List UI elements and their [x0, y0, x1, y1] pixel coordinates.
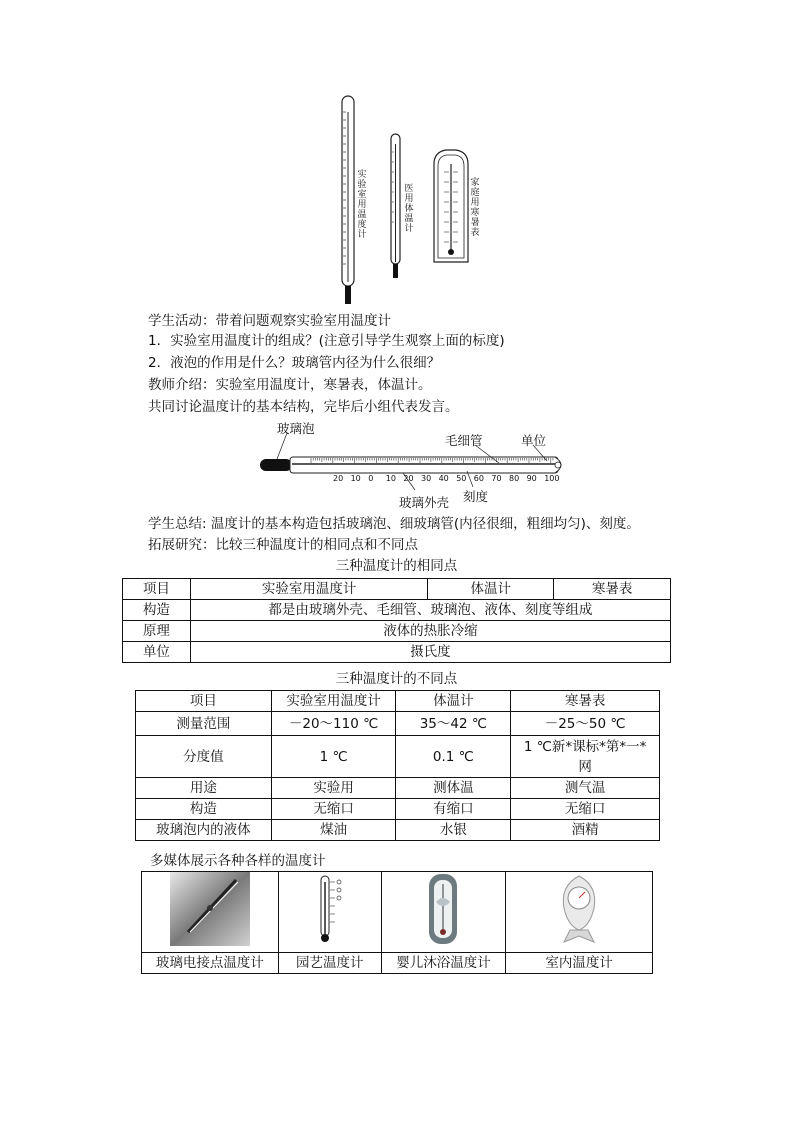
tick-label: 50 — [456, 474, 467, 483]
diagram-tick-labels — [255, 474, 575, 484]
room-thermometer-label: 家庭用寒暑表 — [470, 178, 480, 238]
tick-label: 20 — [333, 474, 344, 483]
table2-header-item: 项目 — [136, 691, 272, 712]
gallery-caption: 玻璃电接点温度计 — [142, 953, 279, 974]
tick-label: 90 — [526, 474, 537, 483]
table1-row-label: 单位 — [123, 642, 191, 663]
table2-cell: 水银 — [396, 820, 511, 841]
thermometer-gallery — [141, 871, 653, 974]
label-scale: 刻度 — [463, 489, 489, 504]
table1-header-body: 体温计 — [428, 579, 554, 600]
indoor-thermometer-image — [554, 872, 604, 946]
table2-cell: 无缩口 — [511, 799, 660, 820]
table2-cell: 有缩口 — [396, 799, 511, 820]
gallery-image-cell — [142, 872, 279, 953]
structure-diagram — [255, 415, 575, 510]
differences-table — [135, 690, 660, 841]
table2-header-body: 体温计 — [396, 691, 511, 712]
tick-label: 0 — [368, 474, 374, 483]
multimedia-text: 多媒体展示各种各样的温度计 — [150, 853, 326, 869]
garden-thermometer-image — [305, 872, 355, 946]
extension-research: 拓展研究：比较三种温度计的相同点和不同点 — [148, 537, 418, 553]
discussion-text: 共同讨论温度计的基本结构，完毕后小组代表发言。 — [148, 399, 459, 415]
table2-cell: 35～42 ℃ — [396, 712, 511, 736]
table2-cell: 1 ℃新*课标*第*一*网 — [511, 736, 660, 778]
table2-row-label: 构造 — [136, 799, 272, 820]
table2-row-label: 分度值 — [136, 736, 272, 778]
tick-label: 10 — [350, 474, 361, 483]
body-thermometer-label: 医用体温计 — [404, 184, 414, 234]
table1-title: 三种温度计的相同点 — [335, 558, 458, 574]
table2-header-room: 寒暑表 — [511, 691, 660, 712]
gallery-image-cell — [506, 872, 653, 953]
tick-label: 30 — [421, 474, 432, 483]
label-bulb: 玻璃泡 — [277, 421, 315, 436]
label-shell: 玻璃外壳 — [399, 495, 450, 510]
table1-header-item: 项目 — [123, 579, 191, 600]
teacher-intro: 教师介绍：实验室用温度计，寒暑表，体温计。 — [148, 377, 432, 393]
gallery-caption: 婴儿沐浴温度计 — [381, 953, 506, 974]
table2-cell: －20～110 ℃ — [271, 712, 396, 736]
table2-cell: 0.1 ℃ — [396, 736, 511, 778]
table1-row-label: 构造 — [123, 600, 191, 621]
tick-label: 100 — [544, 474, 560, 483]
tick-label: 80 — [509, 474, 520, 483]
gallery-caption: 园艺温度计 — [278, 953, 381, 974]
table1-header-lab: 实验室用温度计 — [190, 579, 428, 600]
table1-row-value: 摄氏度 — [190, 642, 670, 663]
table2-cell: 酒精 — [511, 820, 660, 841]
table2-cell: 实验用 — [271, 778, 396, 799]
question-1: 1．实验室用温度计的组成？(注意引导学生观察上面的标度) — [148, 333, 505, 349]
electric-contact-thermometer-image — [170, 872, 250, 946]
question-2: 2．液泡的作用是什么？玻璃管内径为什么很细？ — [148, 355, 441, 371]
table2-header-lab: 实验室用温度计 — [271, 691, 396, 712]
similarities-table — [122, 578, 671, 663]
tick-label: 10 — [385, 474, 396, 483]
tick-label: 20 — [403, 474, 414, 483]
table2-row-label: 测量范围 — [136, 712, 272, 736]
table2-row-label: 用途 — [136, 778, 272, 799]
table1-header-room: 寒暑表 — [554, 579, 671, 600]
tick-label: 60 — [473, 474, 484, 483]
tick-label: 40 — [438, 474, 449, 483]
student-summary: 学生总结: 温度计的基本构造包括玻璃泡、细玻璃管(内径很细，粗细均匀)、刻度。 — [148, 516, 640, 532]
table2-cell: 测体温 — [396, 778, 511, 799]
table2-title: 三种温度计的不同点 — [335, 671, 458, 687]
thermometer-figure — [330, 92, 500, 307]
gallery-caption: 室内温度计 — [506, 953, 653, 974]
table2-cell: 无缩口 — [271, 799, 396, 820]
table2-cell: 测气温 — [511, 778, 660, 799]
table1-row-value: 液体的热胀冷缩 — [190, 621, 670, 642]
gallery-image-cell — [381, 872, 506, 953]
table2-cell: 煤油 — [271, 820, 396, 841]
table2-cell: 1 ℃ — [271, 736, 396, 778]
table2-cell: －25～50 ℃ — [511, 712, 660, 736]
baby-bath-thermometer-image — [423, 872, 463, 946]
student-activity: 学生活动：带着问题观察实验室用温度计 — [148, 313, 391, 329]
lab-thermometer-label: 实验室用温度计 — [357, 170, 367, 240]
label-capillary: 毛细管 — [445, 433, 483, 448]
table1-row-label: 原理 — [123, 621, 191, 642]
table1-row-value: 都是由玻璃外壳、毛细管、玻璃泡、液体、刻度等组成 — [190, 600, 670, 621]
table2-row-label: 玻璃泡内的液体 — [136, 820, 272, 841]
gallery-image-cell — [278, 872, 381, 953]
tick-label: 70 — [491, 474, 502, 483]
label-unit: 单位 — [521, 433, 547, 448]
